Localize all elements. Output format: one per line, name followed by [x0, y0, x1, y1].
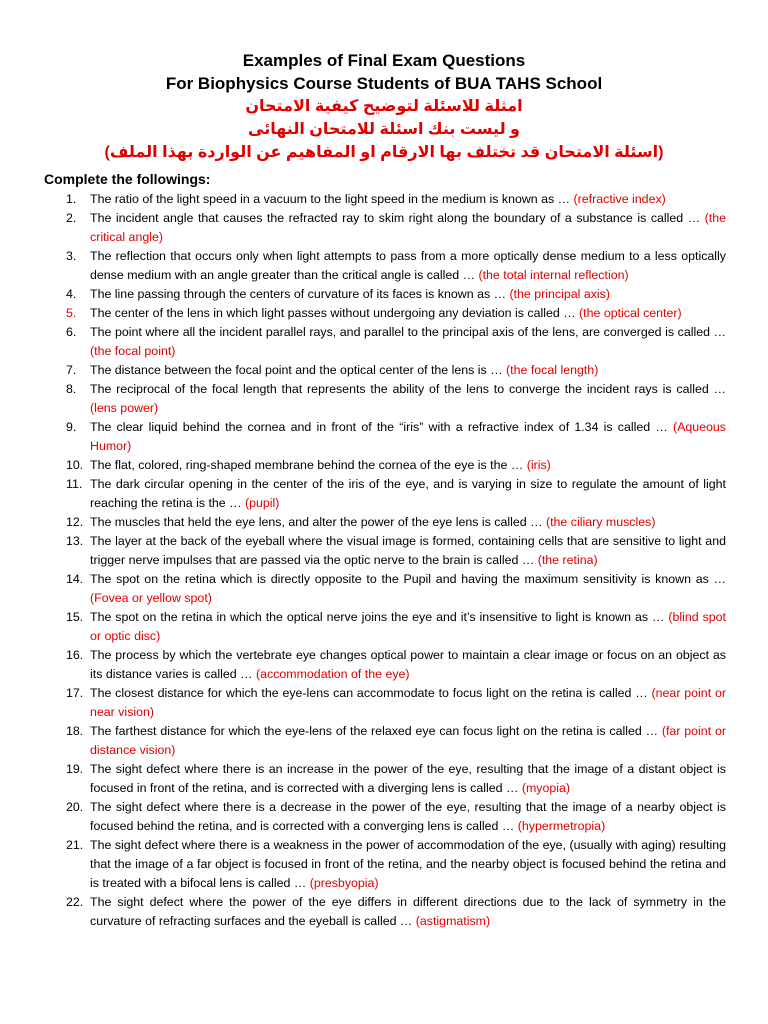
question-number: 11. [66, 477, 83, 491]
document-title: Examples of Final Exam Questions [242, 51, 526, 70]
question-text: The dark circular opening in the center of the iris of the eye, and is varying in size to regulate the amount of light reaching the retina is the … [90, 477, 726, 510]
question-number: 7. [66, 363, 77, 377]
answer-text: (the focal point) [90, 344, 176, 358]
question-number: 18. [66, 724, 84, 738]
question-item [66, 209, 726, 247]
answer-text: (the optical center) [579, 306, 682, 320]
answer-text: (Aqueous Humor) [90, 420, 726, 453]
question-number: 15. [66, 610, 84, 624]
question-item [66, 418, 726, 456]
answer-text: (the principal axis) [509, 287, 610, 301]
question-text: The sight defect where there is a decrease in the power of the eye, resulting that the image of a nearby object is focused behind the retina, and is corrected with a converging lens is called … [90, 800, 726, 833]
answer-text: (Fovea or yellow spot) [90, 591, 212, 605]
question-text: The incident angle that causes the refracted ray to skim right along the boundary of a substance is called … [90, 211, 705, 225]
answer-text: (the ciliary muscles) [545, 515, 656, 529]
question-item [66, 532, 726, 570]
question-item [66, 684, 726, 722]
question-item [66, 475, 726, 513]
question-text: The ratio of the light speed in a vacuum to the light speed in the medium is known as … [90, 192, 574, 206]
answer-text: (far point or distance vision) [90, 724, 726, 757]
question-text: The process by which the vertebrate eye changes optical power to maintain a clear image or focus on an object as its distance varies is called … [90, 648, 726, 681]
question-text: The closest distance for which the eye-lens can accommodate to focus light on the retina is called … [90, 686, 652, 700]
question-item [66, 893, 726, 931]
question-text: The muscles that held the eye lens, and alter the power of the eye lens is called … [90, 515, 546, 529]
answer-text: (blind spot or optic disc) [90, 610, 726, 643]
question-item [66, 304, 726, 323]
question-text: The reciprocal of the focal length that represents the ability of the lens to converge the incident rays is called … [90, 382, 726, 396]
question-item [66, 798, 726, 836]
answer-text: (the total internal reflection) [478, 268, 629, 282]
answer-text: (pupil) [244, 496, 280, 510]
question-item [66, 285, 726, 304]
answer-text: (astigmatism) [415, 914, 491, 928]
arabic-note-2: و ليست بنك اسئلة للامتحان النهائى [248, 121, 520, 138]
question-number: 1. [66, 192, 77, 206]
question-number: 22. [66, 895, 84, 909]
question-number: 2. [66, 211, 77, 225]
question-item [66, 323, 726, 361]
document-subtitle: For Biophysics Course Students of BUA TAHS School [165, 74, 603, 93]
question-number: 13. [66, 534, 84, 548]
question-text: The line passing through the centers of curvature of its faces is known as … [90, 287, 510, 301]
question-text: The spot on the retina in which the optical nerve joins the eye and it’s insensitive to light is known as … [90, 610, 669, 624]
answer-text: (myopia) [521, 781, 571, 795]
answer-text: (the retina) [537, 553, 598, 567]
answer-text: (presbyopia) [309, 876, 379, 890]
answer-text: (near point or near vision) [90, 686, 726, 719]
arabic-note-1: امثلة للاسئلة لتوضيح كيفية الامتحان [245, 98, 523, 115]
question-item [66, 361, 726, 380]
question-list [66, 190, 726, 931]
answer-text: (refractive index) [573, 192, 666, 206]
question-number: 5. [66, 306, 77, 320]
answer-text: (the focal length) [506, 363, 599, 377]
question-text: The spot on the retina which is directly opposite to the Pupil and having the maximum sensitivity is known as … [90, 572, 726, 586]
question-item [66, 570, 726, 608]
question-number: 6. [66, 325, 77, 339]
question-item [66, 760, 726, 798]
question-number: 10. [66, 458, 84, 472]
question-number: 17. [66, 686, 84, 700]
answer-text: (lens power) [90, 401, 159, 415]
question-item [66, 513, 726, 532]
question-item [66, 646, 726, 684]
question-number: 19. [66, 762, 84, 776]
question-item [66, 608, 726, 646]
question-text: The sight defect where the power of the eye differs in different directions due to the lack of symmetry in the curvature of refracting surfaces and the eyeball is called … [90, 895, 726, 928]
question-number: 21. [66, 838, 84, 852]
question-text: The clear liquid behind the cornea and in front of the “iris” with a refractive index of 1.34 is called … [90, 420, 673, 434]
answer-text: (the critical angle) [90, 211, 726, 244]
question-text: The layer at the back of the eyeball where the visual image is formed, containing cells that are sensitive to light and trigger nerve impulses that are passed via the optic nerve to the brain is called … [90, 534, 726, 567]
arabic-note-3: (اسئلة الامتحان قد تختلف بها الارقام او المفاهيم عن الواردة بهذا الملف) [104, 144, 664, 161]
question-item [66, 190, 726, 209]
answer-text: (iris) [526, 458, 551, 472]
question-number: 3. [66, 249, 77, 263]
question-number: 16. [66, 648, 84, 662]
question-text: The flat, colored, ring-shaped membrane behind the cornea of the eye is the … [90, 458, 527, 472]
question-text: The distance between the focal point and the optical center of the lens is … [90, 363, 507, 377]
question-text: The farthest distance for which the eye-lens of the relaxed eye can focus light on the retina is called … [90, 724, 662, 738]
answer-text: (hypermetropia) [517, 819, 606, 833]
question-text: The center of the lens in which light passes without undergoing any deviation is called … [90, 306, 580, 320]
question-item [66, 456, 726, 475]
question-item [66, 722, 726, 760]
answer-text: (accommodation of the eye) [255, 667, 410, 681]
question-number: 4. [66, 287, 77, 301]
question-number: 20. [66, 800, 84, 814]
question-item [66, 380, 726, 418]
question-number: 14. [66, 572, 84, 586]
question-number: 8. [66, 382, 77, 396]
question-text: The sight defect where there is an increase in the power of the eye, resulting that the image of a distant object is focused in front of the retina, and is corrected with a diverging lens is called … [90, 762, 726, 795]
question-item [66, 247, 726, 285]
question-item [66, 836, 726, 893]
section-title: Complete the followings: [44, 171, 211, 187]
question-text: The point where all the incident parallel rays, and parallel to the principal axis of the lens, are converged is called … [90, 325, 726, 339]
question-text: The sight defect where there is a weakness in the power of accommodation of the eye, (usually with aging) resulting that the image of a far object is focused in front of the retina, and the nearby object is focused behind the retina and is treated with a bifocal lens is called … [90, 838, 726, 890]
question-number: 12. [66, 515, 84, 529]
question-text: The reflection that occurs only when light attempts to pass from a more optically dense medium to a less optically dense medium with an angle greater than the critical angle is called … [90, 249, 726, 282]
question-number: 9. [66, 420, 77, 434]
